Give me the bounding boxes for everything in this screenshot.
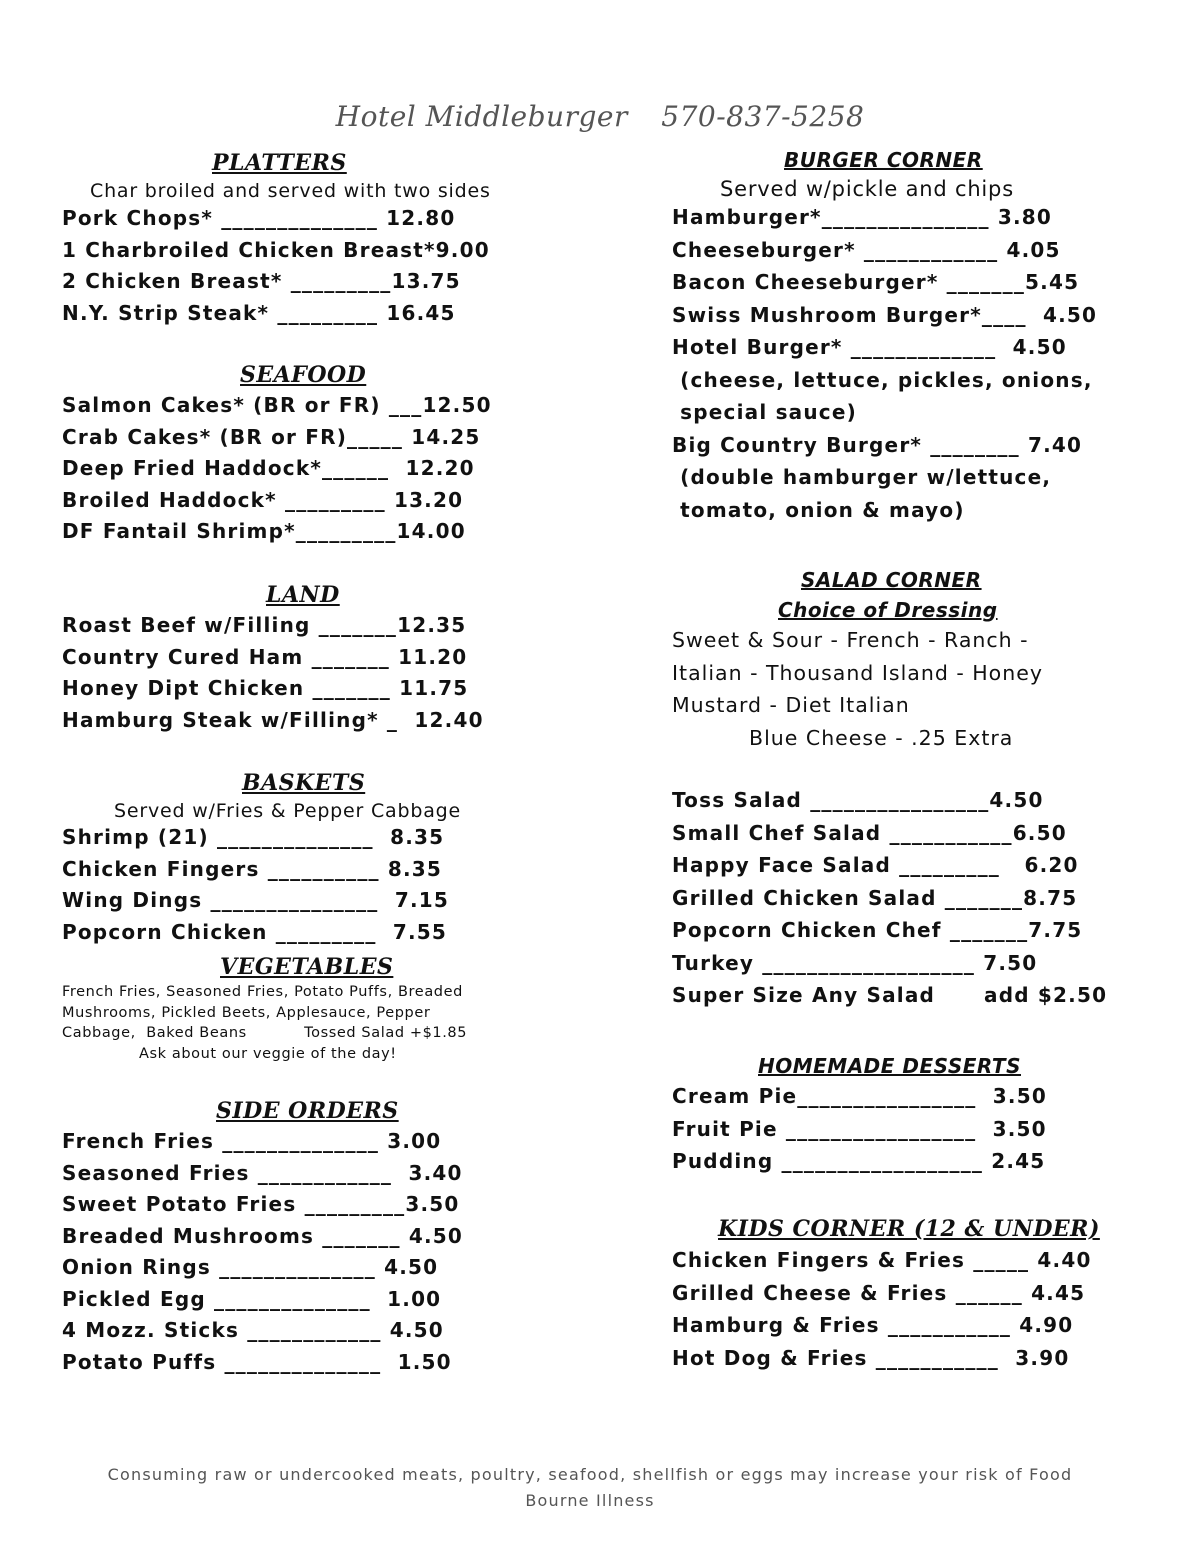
baskets-title: BASKETS — [242, 770, 366, 796]
menu-item: Honey Dipt Chicken _______ 11.75 — [62, 676, 469, 700]
menu-item: Wing Dings _______________ 7.15 — [62, 888, 449, 912]
vegetables-line: French Fries, Seasoned Fries, Potato Puffs, Breaded — [62, 984, 463, 1000]
side-orders-section — [62, 1098, 512, 1378]
menu-item: 2 Chicken Breast* _________13.75 — [62, 269, 461, 293]
menu-item: Happy Face Salad _________ 6.20 — [672, 853, 1079, 877]
menu-item-description: (cheese, lettuce, pickles, onions, — [672, 367, 1093, 392]
menu-item: Broiled Haddock* _________ 13.20 — [62, 487, 464, 512]
menu-item-description: tomato, onion & mayo) — [672, 497, 965, 522]
land-items — [62, 610, 512, 736]
menu-item: Chicken Fingers & Fries _____ 4.40 — [672, 1248, 1092, 1272]
menu-item: 4 Mozz. Sticks ____________ 4.50 — [62, 1318, 444, 1342]
menu-item: 1 Charbroiled Chicken Breast*9.00 — [62, 237, 490, 262]
menu-item: Popcorn Chicken _________ 7.55 — [62, 919, 448, 944]
menu-item: Super Size Any Salad add $2.50 — [672, 983, 1108, 1007]
baskets-section — [62, 770, 512, 948]
side-orders-title: SIDE ORDERS — [216, 1098, 399, 1124]
menu-item: Turkey ___________________ 7.50 — [672, 950, 1038, 975]
menu-item: Grilled Cheese & Fries ______ 4.45 — [672, 1280, 1086, 1305]
seafood-items — [62, 390, 512, 548]
menu-item: Grilled Chicken Salad _______8.75 — [672, 885, 1078, 910]
menu-item-description: (double hamburger w/lettuce, — [672, 465, 1052, 489]
kids-corner-section — [672, 1216, 1117, 1374]
salad-items — [672, 784, 1117, 1012]
health-disclaimer — [60, 1462, 1120, 1514]
menu-item: Fruit Pie _________________ 3.50 — [672, 1116, 1047, 1141]
menu-item: N.Y. Strip Steak* _________ 16.45 — [62, 300, 456, 325]
baskets-items — [62, 822, 512, 948]
vegetables-title: VEGETABLES — [220, 954, 394, 980]
menu-item: Popcorn Chicken Chef _______7.75 — [672, 918, 1083, 942]
platters-items — [62, 203, 512, 329]
kids-corner-title: KIDS CORNER (12 & UNDER) — [718, 1216, 1100, 1242]
kids-items — [672, 1244, 1117, 1374]
disclaimer-line: Consuming raw or undercooked meats, poultry, seafood, shellfish or eggs may increase your risk of Food — [107, 1465, 1073, 1484]
menu-item-description: special sauce) — [672, 400, 857, 424]
side-orders-items — [62, 1126, 512, 1378]
seafood-title: SEAFOOD — [240, 362, 367, 388]
platters-section — [62, 150, 512, 329]
restaurant-name: Hotel Middleburger — [335, 100, 628, 133]
menu-item: Salmon Cakes* (BR or FR) ___12.50 — [62, 393, 492, 417]
burger-corner-title: BURGER CORNER — [784, 148, 983, 172]
menu-item: Sweet Potato Fries _________3.50 — [62, 1192, 460, 1216]
menu-item: Hamburg & Fries ___________ 4.90 — [672, 1313, 1074, 1337]
menu-item: Potato Puffs ______________ 1.50 — [62, 1349, 452, 1374]
phone-number: 570-837-5258 — [661, 100, 865, 133]
menu-item: Breaded Mushrooms _______ 4.50 — [62, 1223, 463, 1248]
burger-items — [672, 201, 1117, 526]
desserts-section — [672, 1054, 1117, 1178]
menu-item: Roast Beef w/Filling _______12.35 — [62, 613, 467, 637]
menu-header — [0, 100, 1200, 133]
vegetables-list — [62, 982, 512, 1064]
menu-item: Swiss Mushroom Burger*____ 4.50 — [672, 302, 1098, 327]
menu-item: Country Cured Ham _______ 11.20 — [62, 644, 468, 669]
menu-item: DF Fantail Shrimp*_________14.00 — [62, 519, 466, 543]
salad-corner-section — [672, 568, 1117, 1012]
dressing-line: Sweet & Sour - French - Ranch - — [672, 628, 1029, 652]
menu-item: Seasoned Fries ____________ 3.40 — [62, 1160, 463, 1185]
dressing-title: Choice of Dressing — [778, 598, 998, 622]
menu-item: Crab Cakes* (BR or FR)_____ 14.25 — [62, 424, 481, 449]
menu-item: Small Chef Salad ___________6.50 — [672, 820, 1067, 845]
menu-item: Pudding __________________ 2.45 — [672, 1149, 1046, 1173]
menu-item: Hot Dog & Fries ___________ 3.90 — [672, 1345, 1070, 1370]
menu-item: Chicken Fingers __________ 8.35 — [62, 856, 443, 881]
menu-item: Pork Chops* ______________ 12.80 — [62, 206, 456, 230]
desserts-title: HOMEMADE DESSERTS — [758, 1054, 1021, 1078]
menu-item: Hamburg Steak w/Filling* _ 12.40 — [62, 707, 484, 732]
burger-corner-section — [672, 148, 1117, 526]
menu-item: Hotel Burger* _____________ 4.50 — [672, 335, 1067, 359]
dessert-items — [672, 1080, 1117, 1178]
menu-item: Hamburger*_______________ 3.80 — [672, 205, 1053, 229]
menu-item: Cream Pie________________ 3.50 — [672, 1084, 1047, 1108]
menu-item: Shrimp (21) ______________ 8.35 — [62, 825, 445, 849]
blue-cheese-note: Blue Cheese - .25 Extra — [749, 725, 1014, 750]
menu-item: Toss Salad ________________4.50 — [672, 788, 1044, 812]
menu-item: Onion Rings ______________ 4.50 — [62, 1255, 439, 1279]
burger-corner-subtitle: Served w/pickle and chips — [720, 177, 1014, 201]
menu-item: Cheeseburger* ____________ 4.05 — [672, 237, 1061, 262]
menu-item: French Fries ______________ 3.00 — [62, 1129, 442, 1153]
platters-subtitle: Char broiled and served with two sides — [90, 180, 491, 202]
platters-title: PLATTERS — [212, 150, 347, 176]
menu-item: Deep Fried Haddock*______ 12.20 — [62, 456, 475, 480]
dressing-line: Italian - Thousand Island - Honey — [672, 660, 1043, 685]
menu-item: Pickled Egg ______________ 1.00 — [62, 1286, 442, 1311]
vegetables-line: Cabbage, Baked Beans Tossed Salad +$1.85 — [62, 1025, 468, 1041]
salad-corner-title: SALAD CORNER — [801, 568, 982, 592]
vegetables-note: Ask about our veggie of the day! — [139, 1045, 397, 1062]
disclaimer-line: Bourne Illness — [525, 1491, 655, 1510]
seafood-section — [62, 362, 512, 548]
vegetables-section — [62, 954, 512, 1064]
dressing-line: Mustard - Diet Italian — [672, 693, 910, 717]
menu-item: Big Country Burger* ________ 7.40 — [672, 432, 1083, 457]
menu-item: Bacon Cheeseburger* _______5.45 — [672, 270, 1080, 294]
land-title: LAND — [266, 582, 340, 608]
vegetables-line: Mushrooms, Pickled Beets, Applesauce, Pepper — [62, 1004, 431, 1021]
dressing-list — [672, 624, 1117, 754]
land-section — [62, 582, 512, 736]
baskets-subtitle: Served w/Fries & Pepper Cabbage — [114, 800, 462, 822]
